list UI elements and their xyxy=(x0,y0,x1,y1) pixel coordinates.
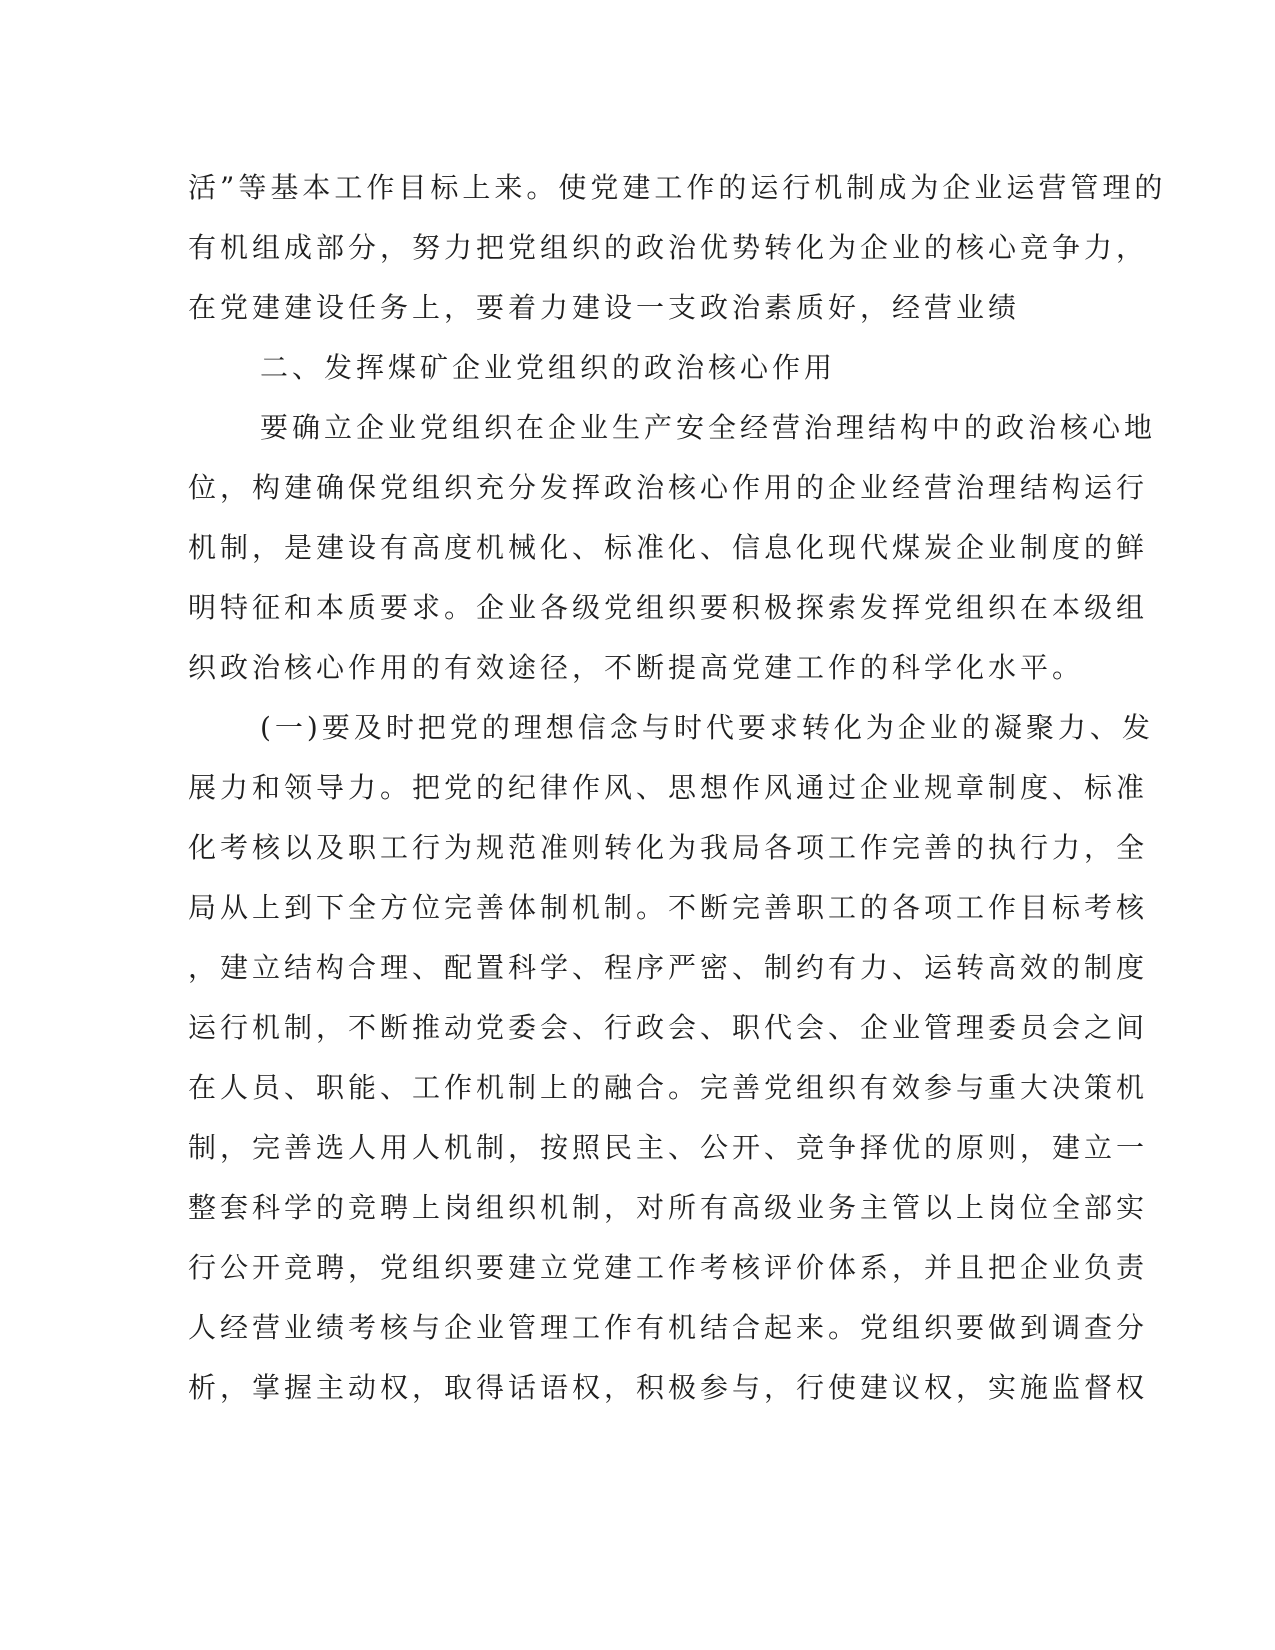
text-line: 行公开竞聘，党组织要建立党建工作考核评价体系，并且把企业负责 xyxy=(188,1251,1149,1284)
text-line: 在人员、职能、工作机制上的融合。完善党组织有效参与重大决策机 xyxy=(188,1071,1149,1104)
section-heading: 二、发挥煤矿企业党组织的政治核心作用 xyxy=(260,351,837,384)
text-line: 局从上到下全方位完善体制机制。不断完善职工的各项工作目标考核 xyxy=(188,891,1149,924)
document-body xyxy=(188,158,1167,1418)
text-line: 运行机制，不断推动党委会、行政会、职代会、企业管理委员会之间 xyxy=(188,1011,1149,1044)
text-line: 展力和领导力。把党的纪律作风、思想作风通过企业规章制度、标准 xyxy=(188,771,1149,804)
text-line: 机制，是建设有高度机械化、标准化、信息化现代煤炭企业制度的鲜 xyxy=(188,531,1149,564)
text-line: 人经营业绩考核与企业管理工作有机结合起来。党组织要做到调查分 xyxy=(188,1311,1149,1344)
text-line: 有机组成部分，努力把党组织的政治优势转化为企业的核心竞争力， xyxy=(188,231,1149,264)
paragraph-start-line: (一)要及时把党的理想信念与时代要求转化为企业的凝聚力、发 xyxy=(260,711,1154,744)
text-line: 制，完善选人用人机制，按照民主、公开、竞争择优的原则，建立一 xyxy=(188,1131,1149,1164)
paragraph-start-line: 要确立企业党组织在企业生产安全经营治理结构中的政治核心地 xyxy=(260,411,1157,444)
text-line: 明特征和本质要求。企业各级党组织要积极探索发挥党组织在本级组 xyxy=(188,591,1149,624)
text-line: 活”等基本工作目标上来。使党建工作的运行机制成为企业运营管理的 xyxy=(188,171,1167,204)
text-line: ，建立结构合理、配置科学、程序严密、制约有力、运转高效的制度 xyxy=(188,951,1149,984)
text-line: 化考核以及职工行为规范准则转化为我局各项工作完善的执行力，全 xyxy=(188,831,1149,864)
text-line: 位，构建确保党组织充分发挥政治核心作用的企业经营治理结构运行 xyxy=(188,471,1149,504)
text-line: 整套科学的竞聘上岗组织机制，对所有高级业务主管以上岗位全部实 xyxy=(188,1191,1149,1224)
text-line: 在党建建设任务上，要着力建设一支政治素质好，经营业绩 xyxy=(188,291,1021,324)
text-line: 织政治核心作用的有效途径，不断提高党建工作的科学化水平。 xyxy=(188,651,1085,684)
text-line: 析，掌握主动权，取得话语权，积极参与，行使建议权，实施监督权 xyxy=(188,1371,1149,1404)
